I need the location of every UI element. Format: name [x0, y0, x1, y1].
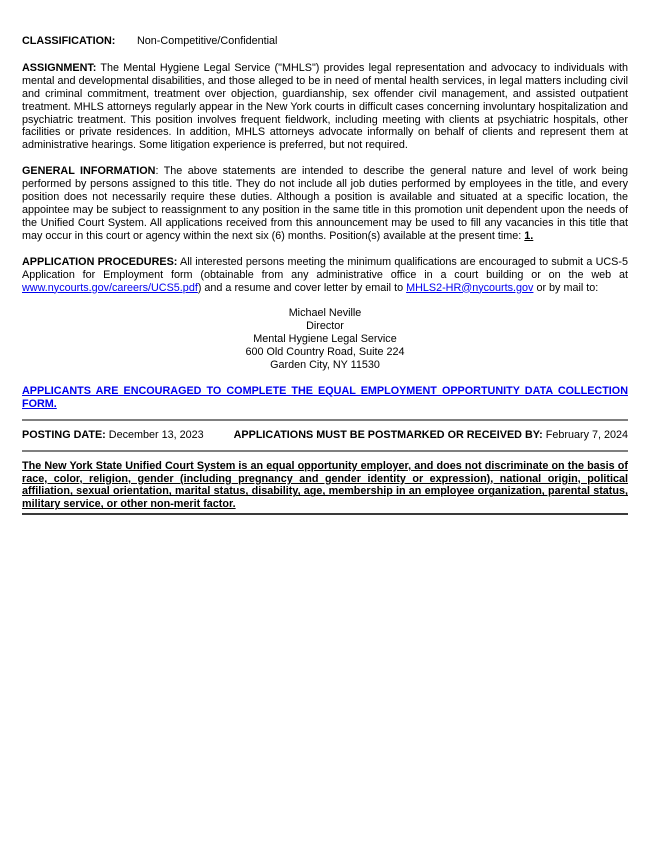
- application-procedures-text-1: All interested persons meeting the minimum qualifications are encouraged to submit a UCS-5 Application for Employment form (obtainable from any administrative office in a court building or on the web at: [22, 255, 628, 281]
- horizontal-rule-bottom: [22, 450, 628, 452]
- classification-row: [22, 35, 628, 48]
- general-information-text: : The above statements are intended to describe the general nature and level of work being performed by persons assigned to this title. They do not include all job duties performed by employees in the title, and every position does not necessarily require these duties. Although a position is available and situated at a specific location, the appointee may be subject to reassignment to any position in the same title in this promotion unit dependent upon the needs of the Unified Court System. All applications received from this announcement may be used to fill any vacancies in this title that may occur in this court or agency within the next six (6) months. Position(s) available at the present time:: [22, 165, 628, 242]
- application-procedures-text-2: ) and a resume and cover letter by email to: [197, 281, 407, 294]
- deadline-group: [234, 429, 628, 442]
- equal-opportunity-statement: The New York State Unified Court System is an equal opportunity employer, and does not discriminate on the basis of race, color, religion, gender (including pregnancy and gender identity or expression), national origin, political affiliation, sexual orientation, marital status, disability, age, membership in an employee organization, parental status, military service, or other non-merit factor.: [22, 460, 628, 516]
- eeo-notice-line-1: APPLICANTS ARE ENCOURAGED TO COMPLETE THE EQUAL EMPLOYMENT OPPORTUNITY DATA COLLECTION: [22, 384, 628, 397]
- address-street: 600 Old Country Road, Suite 224: [245, 346, 405, 359]
- posting-dates-row: [22, 429, 628, 442]
- deadline-label: APPLICATIONS MUST BE POSTMARKED OR RECEIVED BY:: [233, 428, 543, 441]
- deadline-value: February 7, 2024: [542, 428, 628, 441]
- ucs5-form-link[interactable]: www.nycourts.gov/careers/UCS5.pdf: [22, 281, 198, 294]
- application-procedures-text-3: or by mail to:: [533, 281, 599, 294]
- posting-date-group: [22, 429, 204, 442]
- eeo-notice-line-2: FORM.: [22, 397, 57, 410]
- mailing-address-block: [22, 307, 628, 372]
- horizontal-rule-top: [22, 419, 628, 421]
- posting-date-label: POSTING DATE:: [22, 428, 106, 441]
- assignment-label: ASSIGNMENT:: [22, 61, 97, 74]
- application-procedures-paragraph: [22, 256, 628, 295]
- general-information-label: GENERAL INFORMATION: [22, 165, 156, 178]
- assignment-text: The Mental Hygiene Legal Service ("MHLS") provides legal representation and advocacy to individuals with mental and developmental disabilities, and those alleged to be in need of mental health services, in legal matters including civil and criminal commitment, treatment over objection, guardianship, sex offender civil management, and assisted outpatient treatment. MHLS attorneys regularly appear in the New York courts in difficult cases concerning involuntary hospitalization and psychiatric treatment. This position involves frequent fieldwork, including meeting with clients at psychiatric hospitals, other facilities or private residences. In addition, MHLS attorneys advocate informally on behalf of clients and represent them at administrative hearings. Some litigation experience is preferred, but not required.: [22, 61, 628, 152]
- classification-value: Non-Competitive/Confidential: [137, 35, 278, 47]
- address-city-state-zip: Garden City, NY 11530: [270, 359, 380, 372]
- general-information-paragraph: [22, 165, 628, 242]
- address-recipient-title: Director: [306, 320, 344, 333]
- eeo-data-collection-notice: [22, 385, 628, 411]
- classification-label: CLASSIFICATION:: [22, 35, 116, 47]
- positions-available-count: 1.: [524, 229, 534, 242]
- address-recipient-name: Michael Neville: [288, 307, 362, 320]
- assignment-paragraph: [22, 62, 628, 152]
- posting-date-value: December 13, 2023: [105, 428, 204, 441]
- mhls-hr-email-link[interactable]: MHLS2-HR@nycourts.gov: [406, 281, 534, 294]
- address-organization: Mental Hygiene Legal Service: [253, 333, 397, 346]
- application-procedures-label: APPLICATION PROCEDURES:: [22, 255, 178, 268]
